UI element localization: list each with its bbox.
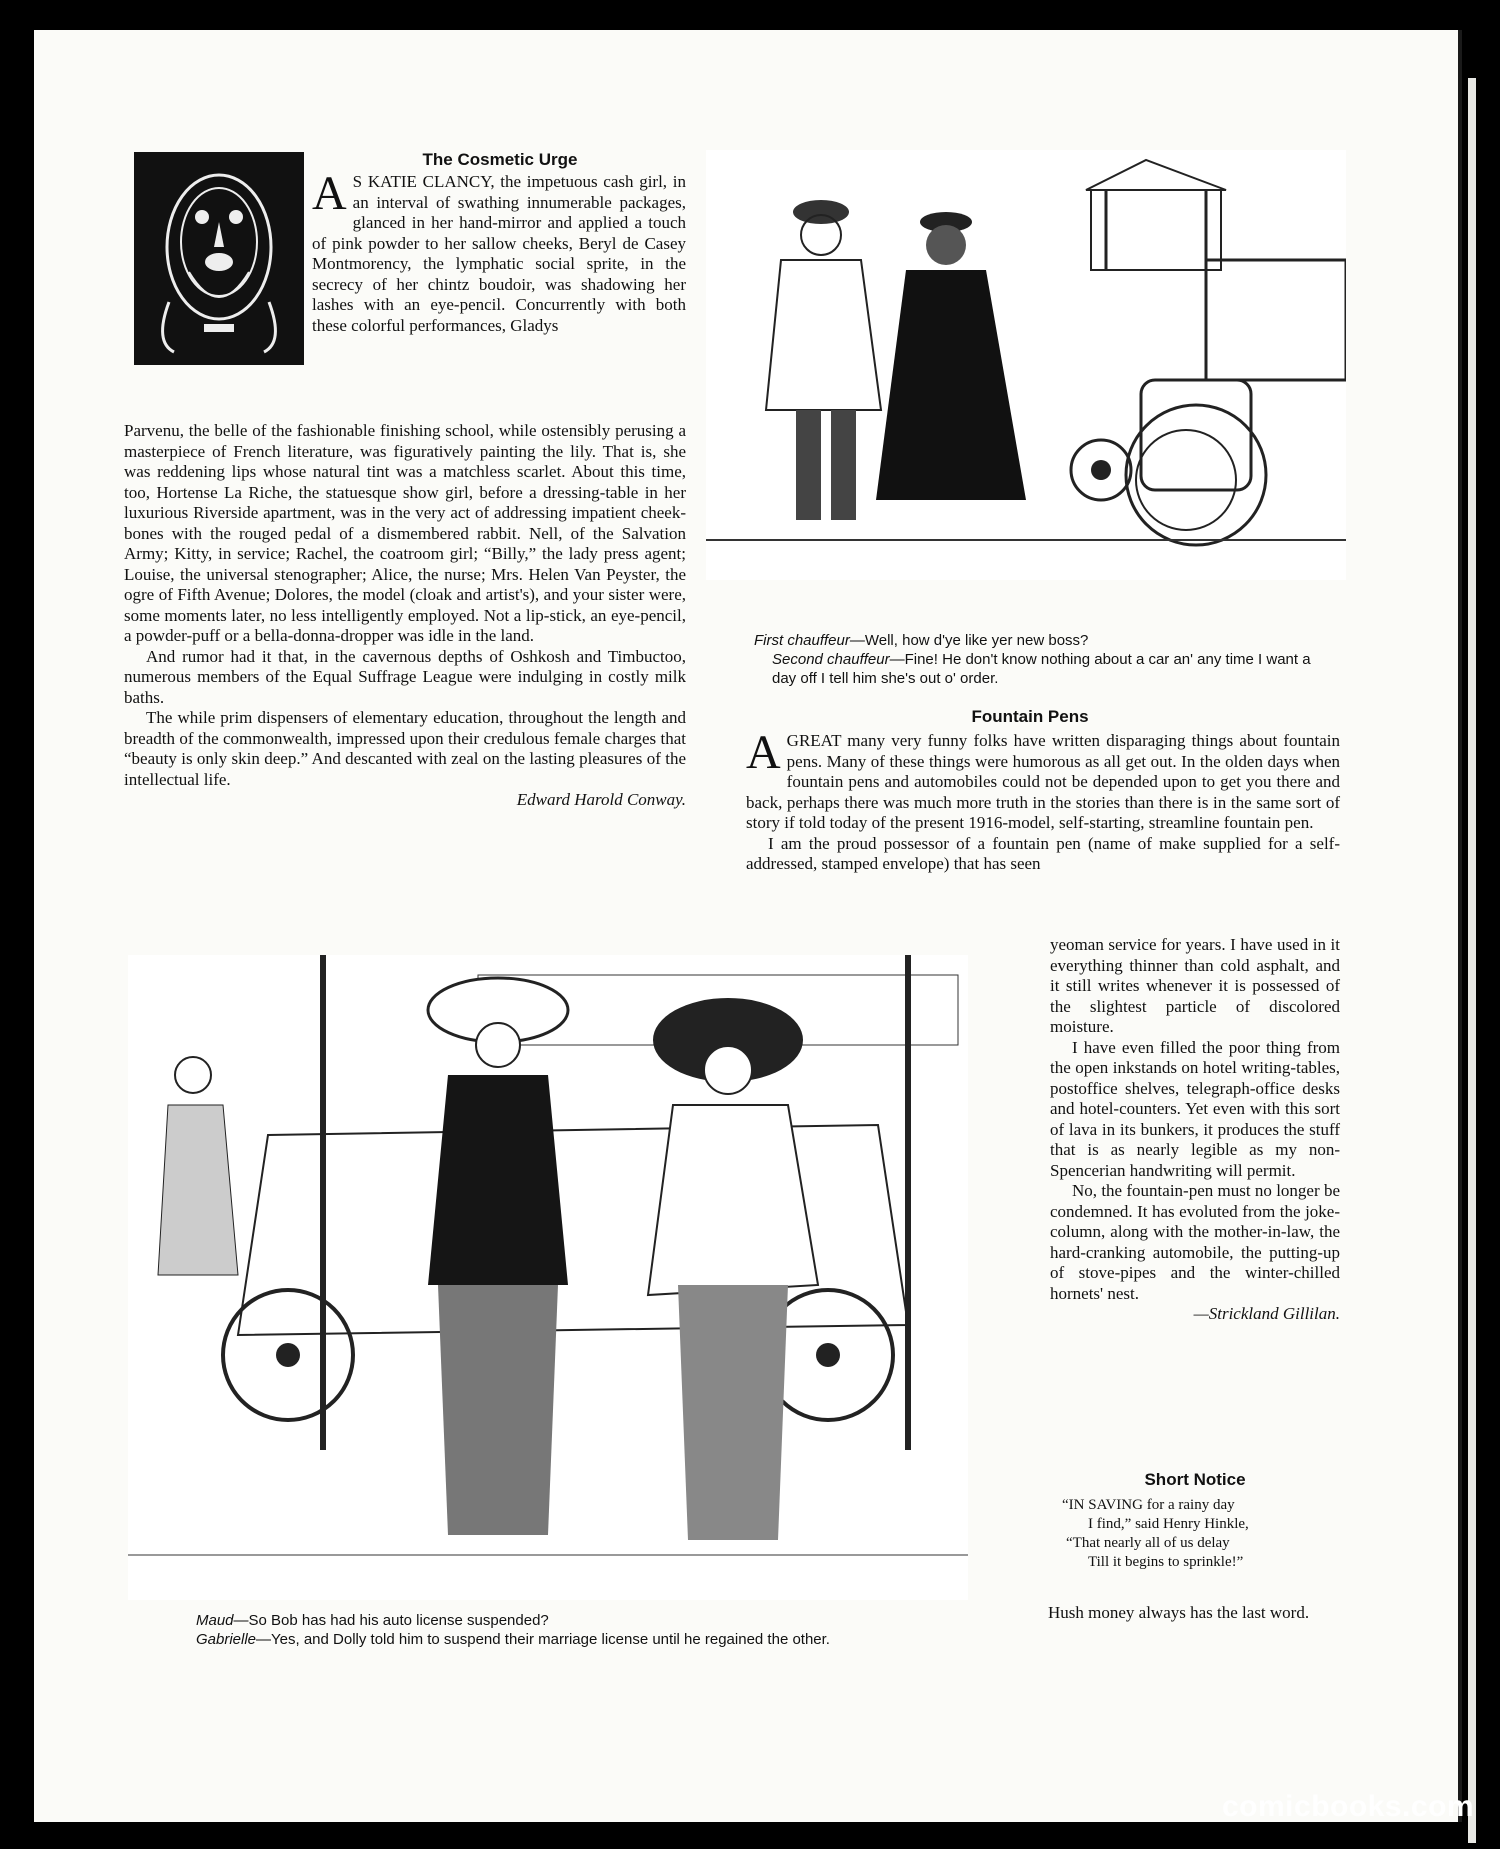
chauffeur-line-1: —Well, how d'ye like yer new boss? [849, 632, 1089, 649]
fountain-para-2: I am the proud possessor of a fountain pen (name of make supplied for a self-addressed, stamped envelope) that has seen [746, 833, 1340, 873]
ladies-caption [196, 1611, 976, 1649]
cosmetic-para-2: And rumor had it that, in the cavernous depths of Oshkosh and Timbuctoo, numerous members of the Equal Suffrage League were indulging in costly milk baths. [124, 646, 686, 707]
dropcap-cosmetic: A [312, 167, 347, 220]
ladies-line-1: —So Bob has had his auto license suspended? [233, 1612, 549, 1629]
ladies-speaker-1: Maud [196, 1612, 234, 1629]
poem-line-1: “IN SAVING for a rainy day [1062, 1497, 1235, 1513]
short-notice-poem [1062, 1496, 1342, 1572]
ladies-line-2: —Yes, and Dolly told him to suspend their marriage license until he regained the other. [256, 1631, 830, 1648]
article-title-short-notice: Short Notice [1144, 1470, 1246, 1489]
cosmetic-body [124, 421, 686, 811]
fountain-para-2b: yeoman service for years. I have used in it everything thinner than cold asphalt, and it still writes whenever it is possessed of the slightest particle of discolored moisture. [1050, 935, 1340, 1036]
hush-money-text: Hush money always has the last word. [1048, 1603, 1310, 1622]
poem-line-3: “That nearly all of us delay [1066, 1535, 1230, 1551]
article-title-fountain: Fountain Pens [971, 707, 1089, 726]
chauffeur-caption [754, 631, 1314, 688]
cosmetic-byline: Edward Harold Conway. [516, 790, 686, 809]
article-title-cosmetic: The Cosmetic Urge [422, 150, 578, 169]
fountain-body [746, 726, 1340, 875]
dropcap-fountain: A [746, 726, 781, 779]
fountain-para-4: No, the fountain-pen must no longer be condemned. It has evoluted from the joke-column, along with the mother-in-law, the hard-cranking automobile, the putting-up of stove-pipes and the winter-chilled hornets' nest. [1050, 1181, 1340, 1303]
page-spine [1458, 30, 1462, 1822]
chauffeur-illustration [706, 150, 1346, 580]
cosmetic-intro [312, 167, 686, 336]
cosmetic-intro-text: S KATIE CLANCY, the impetuous cash girl, in an interval of swathing innumerable packages, glanced in her hand-mirror and applied a touch of pink powder to her sallow cheeks, Beryl de Casey Montmorency, the lymphatic social sprite, in the secrecy of her chintz boudoir, was shadowing her lashes with an eye-pencil. Concurrently with both these colorful performances, Gladys [312, 172, 686, 335]
chauffeur-speaker-2: Second chauffeur [772, 651, 890, 668]
ladies-speaker-2: Gabrielle [196, 1631, 257, 1648]
chauffeur-speaker-1: First chauffeur [754, 632, 850, 649]
poem-line-2: I find,” said Henry Hinkle, [1088, 1516, 1249, 1532]
cosmetic-para-3: The while prim dispensers of elementary education, throughout the length and breadth of the commonwealth, impressed upon their credulous female charges that “beauty is only skin deep.” And descanted with zeal on the lasting pleasures of the intellectual life. [124, 708, 686, 789]
fountain-para-1: GREAT many very funny folks have written disparaging things about fountain pens. Many of these things were humorous as all get out. In the olden days when fountain pens and automobiles could not be depended upon to get you there and back, perhaps there was much more truth in the stories than there is in the same sort of story if told today of the present 1916-model, self-starting, streamline fountain pen. [746, 731, 1340, 832]
site-watermark: comicbooks.com [1222, 1790, 1475, 1823]
fountain-body-narrow [1050, 935, 1340, 1325]
fountain-byline: —Strickland Gillilan. [1193, 1304, 1340, 1323]
mask-illustration [134, 152, 304, 365]
next-page-edge [1468, 78, 1476, 1843]
ladies-illustration [128, 955, 968, 1600]
fountain-para-3: I have even filled the poor thing from the open inkstands on hotel writing-tables, postoffice shelves, telegraph-office desks and hotel-counters. Yet even with this sort of lava in its bunkers, it produces the stuff that is as nearly legible as my non-Spencerian handwriting will permit. [1050, 1037, 1340, 1180]
poem-line-4: Till it begins to sprinkle!” [1088, 1554, 1244, 1570]
chauffeur-line-2: —Fine! He don't know nothing about a car an' any time I want a day off I tell him she's out o' order. [772, 651, 1311, 687]
cosmetic-para-1: Parvenu, the belle of the fashionable finishing school, while ostensibly perusing a masterpiece of French literature, was figuratively painting the lily. That is, she was reddening lips whose natural tint was a matchless scarlet. About this time, too, Hortense La Riche, the statuesque show girl, before a dressing-table in her luxurious Riverside apartment, was in the very act of addressing impatient cheek-bones with the rouged pedal of a dismembered rabbit. Nell, of the Salvation Army; Kitty, in service; Rachel, the coatroom girl; “Billy,” the lady press agent; Louise, the universal stenographer; Alice, the nurse; Mrs. Helen Van Peyster, the ogre of Fifth Avenue; Dolores, the model (cloak and artist's), and your sister were, some moments later, no less intelligently employed. Not a lip-stick, an eye-pencil, a powder-puff or a bella-donna-dropper was idle in the land. [124, 421, 686, 645]
